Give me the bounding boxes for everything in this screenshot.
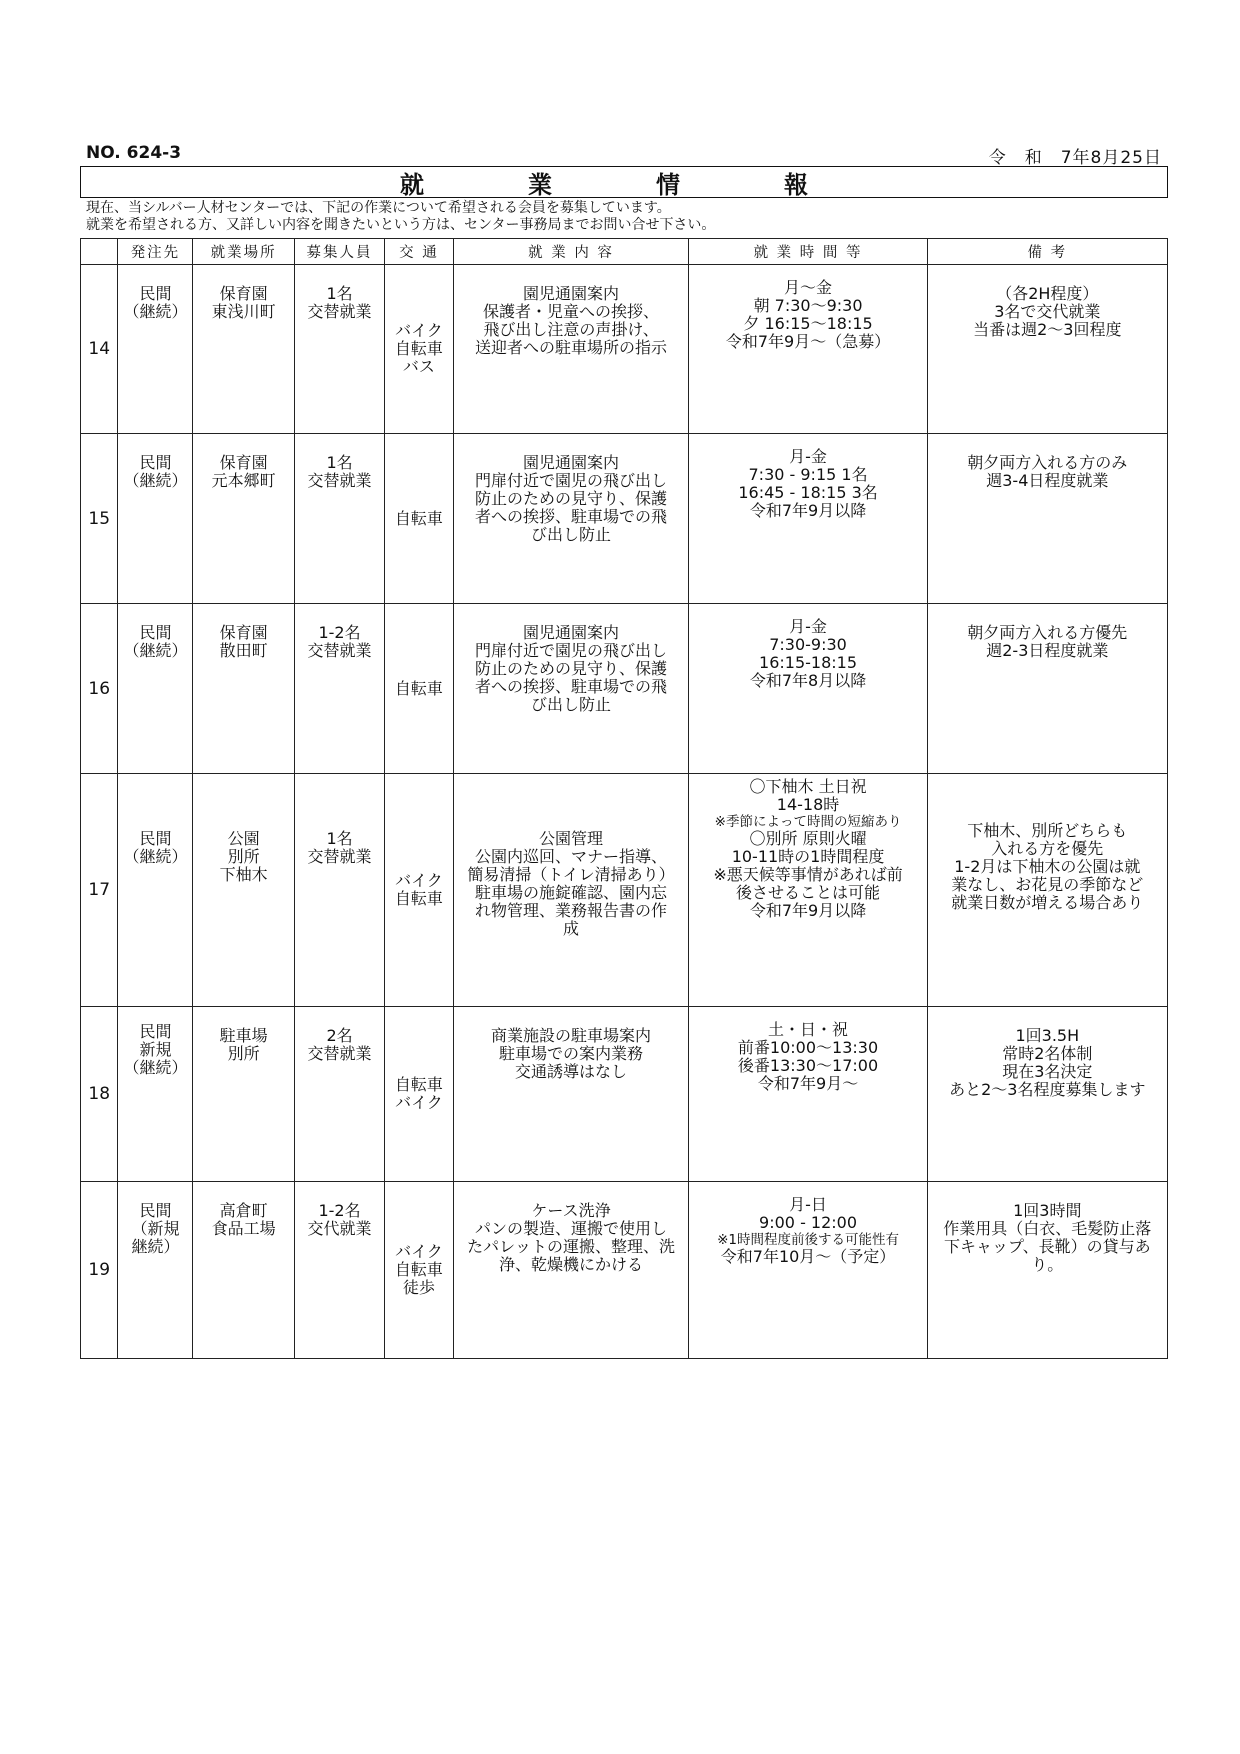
col-header-work: 就 業 内 容 bbox=[453, 239, 689, 265]
job-number: 14 bbox=[81, 265, 118, 434]
staff-count: 1名 bbox=[326, 284, 353, 303]
work-hours bbox=[689, 774, 926, 902]
work-title: 商業施設の駐車場案内 bbox=[491, 1026, 652, 1045]
client-status: （継続） bbox=[123, 302, 188, 321]
col-header-client: 発注先 bbox=[118, 239, 193, 265]
intro-line-2: 就業を希望される方、又詳しい内容を聞きたいという方は、センター事務局までお問い合せ下さい。 bbox=[86, 217, 716, 233]
staff-count: 2名 bbox=[326, 1026, 353, 1045]
client-status: （継続） bbox=[123, 847, 188, 866]
staff-count: 1名 bbox=[326, 829, 353, 848]
note-top: （各2H程度） bbox=[996, 284, 1099, 303]
work-detail: 門扉付近で園児の飛び出し 防止のための見守り、保護 者への挨拶、駐車場での飛 び出し防止 bbox=[475, 641, 668, 714]
shift-type: 交替就業 bbox=[307, 302, 372, 321]
work-area: 別所 bbox=[227, 1044, 260, 1063]
shift-type: 交替就業 bbox=[307, 641, 372, 660]
document-date: 令 和 7年8月25日 bbox=[988, 148, 1162, 168]
client: 民間 bbox=[139, 453, 172, 472]
work-area: 元本郷町 bbox=[211, 471, 276, 490]
client-status: （継続） bbox=[123, 1058, 188, 1077]
col-header-note: 備 考 bbox=[927, 239, 1167, 265]
table-row bbox=[81, 434, 1168, 604]
work-hours bbox=[689, 1182, 926, 1248]
table-row bbox=[81, 1007, 1168, 1182]
col-header-no bbox=[81, 239, 118, 265]
work-area: 食品工場 bbox=[211, 1219, 276, 1238]
note-bottom: 1-2月は下柚木の公園は就 業なし、お花見の季節など 就業日数が増える場合あり bbox=[951, 857, 1144, 912]
work-detail: パンの製造、運搬で使用し たパレットの運搬、整理、洗 浄、乾燥機にかける bbox=[467, 1219, 675, 1274]
job-number: 19 bbox=[81, 1182, 118, 1359]
job-number: 18 bbox=[81, 1007, 118, 1182]
client-status: （継続） bbox=[123, 471, 188, 490]
table-row bbox=[81, 774, 1168, 1007]
note-bottom: 週2-3日程度就業 bbox=[986, 641, 1109, 660]
transport: 自転車 バイク bbox=[385, 1007, 453, 1182]
header-line bbox=[80, 143, 1168, 168]
note-top: 1回3.5H 常時2名体制 bbox=[1002, 1026, 1093, 1063]
client: 民間 bbox=[139, 284, 172, 303]
work-detail: 公園内巡回、マナー指導、 簡易清掃（トイレ清掃あり） 駐車場の施錠確認、園内忘 れ物管理、業務報告書の作 成 bbox=[467, 847, 675, 938]
table-row bbox=[81, 265, 1168, 434]
work-area: 別所 下柚木 bbox=[219, 847, 268, 884]
note-top: 朝夕両方入れる方のみ bbox=[967, 453, 1128, 472]
col-header-transport: 交 通 bbox=[385, 239, 453, 265]
transport: バイク 自転車 bbox=[385, 774, 453, 1007]
transport: 自転車 bbox=[385, 434, 453, 604]
shift-type: 交替就業 bbox=[307, 847, 372, 866]
start-period: 令和7年9月～ bbox=[757, 1074, 859, 1093]
note-bottom: 現在3名決定 あと2～3名程度募集します bbox=[949, 1062, 1146, 1099]
table-row bbox=[81, 604, 1168, 774]
work-hours-note: ※季節によって時間の短縮あり bbox=[714, 814, 902, 830]
start-period: 令和7年10月～（予定） bbox=[720, 1247, 896, 1266]
note-bottom: 週3-4日程度就業 bbox=[986, 471, 1109, 490]
staff-count: 1-2名 bbox=[318, 623, 361, 642]
work-hours: 月-金 7:30-9:30 16:15-18:15 bbox=[759, 617, 858, 672]
job-number: 17 bbox=[81, 774, 118, 1007]
note-bottom: 3名で交代就業 当番は週2～3回程度 bbox=[973, 302, 1122, 339]
start-period: 令和7年9月以降 bbox=[749, 901, 867, 920]
client: 民間 bbox=[139, 829, 172, 848]
transport: バイク 自転車 バス bbox=[385, 265, 453, 434]
page-title: 就 業 情 報 bbox=[80, 166, 1168, 198]
client: 民間 bbox=[139, 623, 172, 642]
note-top: 下柚木、別所どちらも 入れる方を優先 bbox=[967, 821, 1128, 858]
work-place: 保育園 bbox=[219, 623, 268, 642]
work-hours: 月-金 7:30 - 9:15 1名 16:45 - 18:15 3名 bbox=[738, 447, 878, 502]
work-title: 公園管理 bbox=[539, 829, 604, 848]
work-title: 園児通園案内 bbox=[523, 453, 620, 472]
work-place: 保育園 bbox=[219, 453, 268, 472]
note-top: 朝夕両方入れる方優先 bbox=[967, 623, 1128, 642]
intro-line-1: 現在、当シルバー人材センターでは、下記の作業について希望される会員を募集しています。 bbox=[86, 200, 671, 216]
col-header-staff: 募集人員 bbox=[294, 239, 384, 265]
work-detail: 門扉付近で園児の飛び出し 防止のための見守り、保護 者への挨拶、駐車場での飛 び出し防止 bbox=[475, 471, 668, 544]
start-period: 令和7年8月以降 bbox=[749, 671, 867, 690]
work-hours-note: ※1時間程度前後する可能性有 bbox=[717, 1232, 899, 1248]
shift-type: 交替就業 bbox=[307, 1044, 372, 1063]
work-hours-shimoyugi: 〇下柚木 土日祝 14-18時 bbox=[749, 777, 867, 814]
work-hours-main: 月-日 9:00 - 12:00 bbox=[759, 1195, 858, 1232]
staff-count: 1名 bbox=[326, 453, 353, 472]
client-status: （継続） bbox=[123, 641, 188, 660]
start-period: 令和7年9月以降 bbox=[749, 501, 867, 520]
col-header-time: 就 業 時 間 等 bbox=[689, 239, 927, 265]
note-top: 1回3時間 bbox=[1013, 1201, 1082, 1220]
work-hours-bessho: 〇別所 原則火曜 10-11時の1時間程度 ※悪天候等事情があれば前 後させることは可能 bbox=[713, 829, 903, 902]
job-number: 15 bbox=[81, 434, 118, 604]
work-place: 公園 bbox=[227, 829, 260, 848]
work-detail: 保護者・児童への挨拶、 飛び出し注意の声掛け、 送迎者への駐車場所の指示 bbox=[475, 302, 668, 357]
col-header-place: 就業場所 bbox=[193, 239, 294, 265]
shift-type: 交代就業 bbox=[307, 1219, 372, 1238]
staff-count: 1-2名 bbox=[318, 1201, 361, 1220]
work-area: 東浅川町 bbox=[211, 302, 276, 321]
work-place: 保育園 bbox=[219, 284, 268, 303]
transport: バイク 自転車 徒歩 bbox=[385, 1182, 453, 1359]
job-table bbox=[80, 238, 1168, 1359]
work-hours: 土・日・祝 前番10:00～13:30 後番13:30～17:00 bbox=[737, 1020, 879, 1075]
client: 民間 新規 bbox=[139, 1022, 172, 1059]
intro-text bbox=[86, 200, 715, 234]
work-title: ケース洗浄 bbox=[531, 1201, 611, 1220]
transport: 自転車 bbox=[385, 604, 453, 774]
shift-type: 交替就業 bbox=[307, 471, 372, 490]
table-row bbox=[81, 1182, 1168, 1359]
work-place: 高倉町 bbox=[219, 1201, 268, 1220]
work-place: 駐車場 bbox=[219, 1026, 268, 1045]
note-bottom: 作業用具（白衣、毛髪防止落 下キャップ、長靴）の貸与あ り。 bbox=[943, 1219, 1152, 1274]
document-number: NO. 624-3 bbox=[86, 143, 182, 163]
client: 民間 bbox=[139, 1201, 172, 1220]
table-header-row bbox=[81, 239, 1168, 265]
client-status: （新規 継続） bbox=[131, 1219, 180, 1256]
work-detail: 駐車場での案内業務 交通誘導はなし bbox=[499, 1044, 644, 1081]
work-title: 園児通園案内 bbox=[523, 623, 620, 642]
start-period: 令和7年9月～（急募） bbox=[725, 332, 891, 351]
job-number: 16 bbox=[81, 604, 118, 774]
work-title: 園児通園案内 bbox=[523, 284, 620, 303]
work-area: 散田町 bbox=[219, 641, 268, 660]
work-hours: 月～金 朝 7:30～9:30 夕 16:15～18:15 bbox=[743, 278, 873, 333]
